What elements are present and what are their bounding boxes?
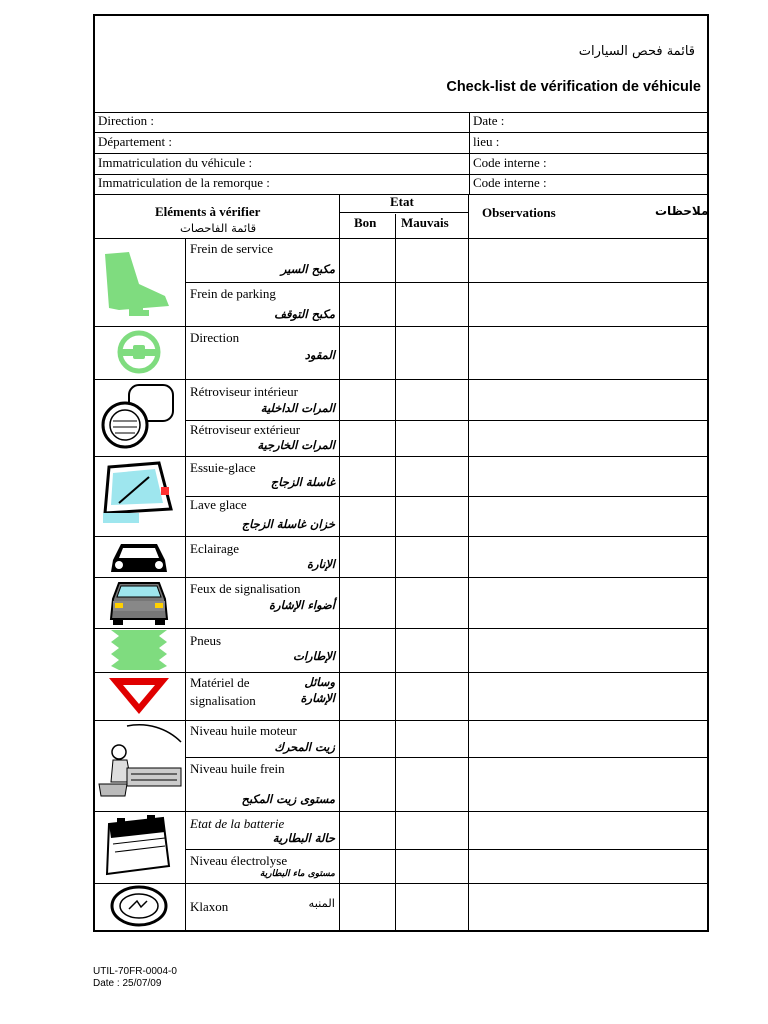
item-label-ar: مستوى زيت المكبح [241,792,335,806]
mauvais-header: Mauvais [401,215,449,230]
info-row-direction [95,112,707,133]
icon-col-divider [185,238,186,932]
checklist-form [93,14,709,932]
battery-icon [99,814,179,880]
code-interne-2-label: Code interne : [473,175,547,190]
item-label-fr: Klaxon [190,899,229,914]
info-divider [469,112,470,194]
mauvais-col-divider [468,194,469,932]
row-line [185,496,707,497]
row-line [185,757,707,758]
item-label-ar: مكبح التوقف [274,307,335,321]
item-label-ar: المنبه [308,896,335,910]
header-bottom-line [95,238,707,239]
row-line [185,420,707,421]
info-row-departement [95,133,707,154]
elements-header-ar: قائمة الفاحصات [180,221,257,235]
item-label-ar: زيت المحرك [274,740,335,754]
item-label-fr: Frein de parking [190,286,276,301]
item-label-ar: غاسلة الزجاج [270,475,335,489]
item-label-fr: Eclairage [190,541,240,556]
title-arabic: قائمة فحص السيارات [578,44,695,59]
item-label-ar: مستوى ماء البطارية [259,869,335,879]
item-label-ar: حالة البطارية [272,831,335,845]
item-label-fr: Feux de signalisation [190,581,301,596]
wiper-icon [99,459,179,533]
item-label-ar: الإنارة [306,557,335,571]
item-label-ar: المرات الخارجية [257,438,335,452]
immat-vehicule-label: Immatriculation du véhicule : [98,155,253,170]
title-french: Check-list de vérification de véhicule [446,79,701,95]
item-label-fr: Niveau huile frein [190,761,285,776]
footer-date: Date : 25/07/09 [93,978,162,989]
bon-col-divider [395,214,396,932]
row-line [185,849,707,850]
group-line [95,672,707,673]
item-label-fr: Rétroviseur intérieur [190,384,298,399]
group-line [95,883,707,884]
etat-header: Etat [390,194,414,209]
date-label: Date : [473,113,505,128]
group-line [95,379,707,380]
elements-header: Eléments à vérifier [155,204,261,219]
item-label-fr: Niveau huile moteur [190,723,297,738]
item-label-ar: وسائل [304,675,335,689]
etat-divider [339,212,468,213]
item-label-fr: signalisation [190,693,256,708]
car-lights-icon [105,579,173,627]
item-label-fr: Pneus [190,633,222,648]
item-label-fr: Rétroviseur extérieur [190,422,301,437]
group-line [95,720,707,721]
group-line [95,811,707,812]
horn-icon [107,885,171,931]
tire-icon [107,630,171,670]
item-label-fr: Etat de la batterie [190,816,285,831]
warning-triangle-icon [107,676,171,716]
pedal-icon [99,248,179,324]
group-line [95,577,707,578]
item-label-fr: Frein de service [190,241,274,256]
item-label-ar: الإشارة [300,691,335,705]
code-interne-1-label: Code interne : [473,155,547,170]
group-line [95,456,707,457]
form-header [95,16,707,113]
direction-label: Direction : [98,113,154,128]
bon-header: Bon [354,215,377,230]
item-label-ar: مكبح السير [280,262,335,276]
group-line [95,536,707,537]
item-label-ar: خزان غاسلة الزجاج [241,517,335,531]
info-row-immat-vehicule [95,154,707,175]
item-label-fr: Niveau électrolyse [190,853,288,868]
item-label-ar: المقود [304,348,335,362]
item-label-ar: المرات الداخلية [260,401,335,415]
mechanic-icon [97,722,183,810]
lieu-label: lieu : [473,134,500,149]
item-label-fr: Lave glace [190,497,247,512]
row-line [185,282,707,283]
group-line [95,628,707,629]
item-label-fr: Direction [190,330,240,345]
steering-wheel-icon [109,329,169,375]
immat-remorque-label: Immatriculation de la remorque : [98,175,270,190]
footer-code: UTIL-70FR-0004-0 [93,966,177,977]
group-line [95,326,707,327]
observations-header-ar: ملاحظات [655,204,709,218]
item-label-ar: الإطارات [293,649,335,663]
item-label-ar: أضواء الإشارة [269,598,335,612]
elements-col-divider [339,194,340,932]
car-front-icon [107,538,171,576]
item-label-fr: Matériel de [190,675,250,690]
mirror-icon [99,381,179,455]
item-label-fr: Essuie-glace [190,460,256,475]
info-row-immat-remorque [95,174,707,195]
observations-header: Observations [482,205,556,220]
departement-label: Département : [98,134,172,149]
